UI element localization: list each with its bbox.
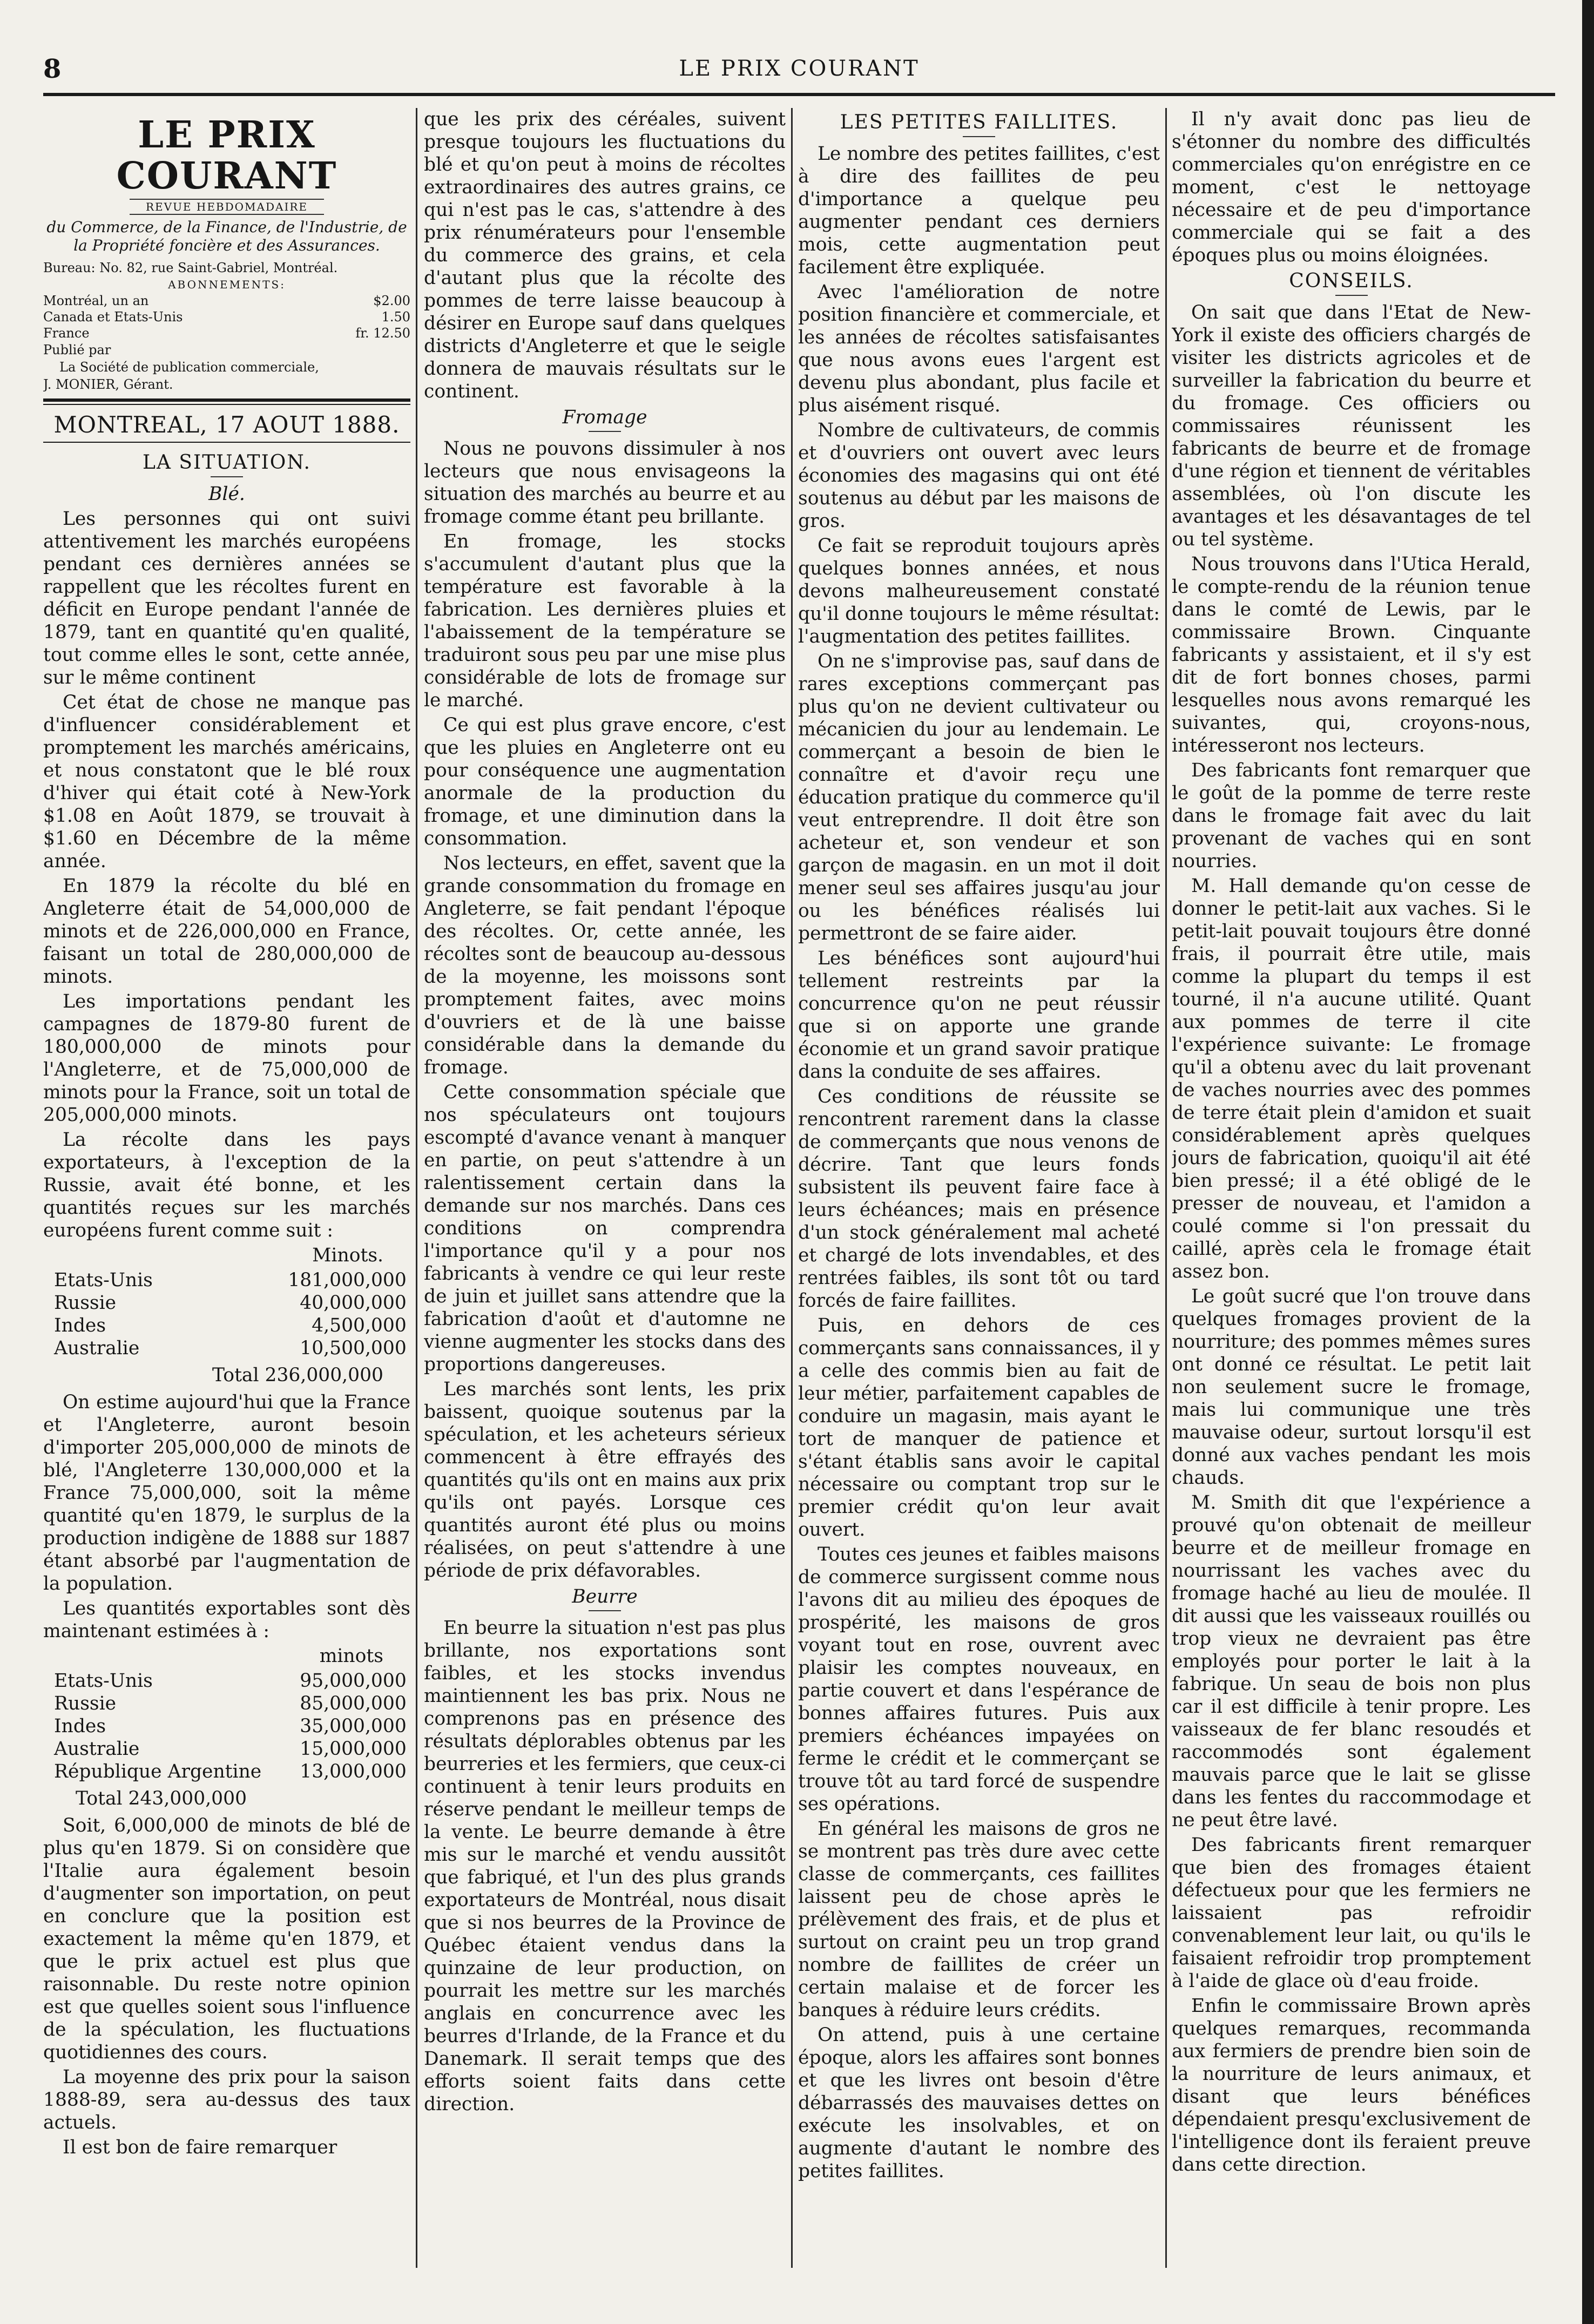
page-number: 8 [43,54,62,84]
running-head [32,54,1566,86]
divider [589,431,621,432]
paragraph: On estime aujourd'hui que la France et l'Angleterre, auront besoin d'importer 205,000,000 de minots de blé, l'Angleterre 130,000,000 et la France 75,000,000, soit la même quantité qu'en 1879, le surplus de la production indigène de 1888 sur 1887 étant absorbé par l'augmentation de la population. [43,1391,410,1595]
table-row [54,1337,407,1360]
masthead-title: LE PRIX COURANT [116,113,337,198]
subscriptions-heading: ABONNEMENTS: [168,278,286,291]
subscription-row [43,293,410,309]
paragraph: Les importations pendant les campagnes de 1879-80 furent de 180,000,000 de minots pour l'Angleterre, et de 75,000,000 de minots pour la France, soit un total de 205,000,000 minots. [43,991,410,1126]
table-country: République Argentine [54,1761,262,1782]
subsection-title: Beurre [572,1586,638,1607]
section-title: LES PETITES FAILLITES. [840,111,1118,133]
paragraph: Soit, 6,000,000 de minots de blé de plus qu'en 1879. Si on considère que l'Italie aura également besoin d'augmenter son importation, on peut en conclure que la position est exactement la même qu'en 1879, et que le prix actuel est plus que raisonnable. Du reste notre opinion est que quelles soient sous l'influence de la spéculation, les fluctuations quotidiennes des cours. [43,1815,410,2063]
paragraph: Cet état de chose ne manque pas d'influencer considérablement et promptement les marchés américains, et nous constatont que le blé roux d'hiver qui était coté à New-York $1.08 en Août 1879, se trouvait à $1.60 en Décembre de la même année. [43,692,410,872]
table-value: 40,000,000 [300,1292,407,1314]
subscription-row [43,309,410,325]
paragraph: M. Hall demande qu'on cesse de donner le petit-lait aux vaches. Si le petit-lait pouvait toujours être donné frais, il pourrait être utile, mais comme la plupart du temps il est tourné, il n'a aucune utilité. Quant aux pommes de terre il cite l'expérience suivante: Le fromage qu'il a obtenu avec du lait provenant de vaches nourries avec des pommes de terre était plein d'amidon et suait considérablement après quelques jours de fabrication, quoiqu'il ait été bien pressé; il a été obligé de le presser de nouveau, et l'amidon a coulé comme si l'on pressait du caillé, après cela le fromage était assez bon. [1172,875,1531,1282]
paragraph: Nombre de cultivateurs, de commis et d'ouvriers ont ouvert avec leurs économies des magasins qui ont été soutenus au début par les maisons de gros. [798,420,1160,532]
paragraph: Ces conditions de réussite se rencontrent rarement dans la classe de commerçants que nous venons de décrire. Tant que leurs fonds subsistent ils peuvent faire face à leurs échéances; mais en présence d'un stock généralement mal acheté et chargé de lots invendables, et des rentrées faibles, ils sont tôt ou tard forcés de faire faillites. [798,1086,1160,1312]
subscription-price: fr. 12.50 [355,326,410,341]
table-country: Etats-Unis [54,1269,153,1291]
table-row [54,1670,407,1692]
subscription-label: Montréal, un an [43,293,149,308]
paragraph: Nos lecteurs, en effet, savent que la grande consommation du fromage en Angleterre, se fait pendant l'époque des récoltes. Or, cette année, les récoltes sont de beaucoup au-dessous de la moyenne, les moissons sont promptement faites, avec moins d'ouvriers et de là une baisse considérable dans la demande du fromage. [424,853,786,1078]
table-country: Russie [54,1292,117,1314]
stats-table [54,1269,407,1360]
paragraph: Il n'y avait donc pas lieu de s'étonner du nombre des difficultés commerciales qu'on enrégistre en ce moment, c'est le nettoyage nécessaire et de peu d'importance commerciale qui se fait a des époques plus ou moins éloignées. [1172,109,1531,266]
masthead-rule-thin [43,404,410,405]
table-value: 10,500,000 [300,1337,407,1359]
column-rule [791,108,793,2268]
table-value: 4,500,000 [312,1315,407,1336]
table-value: 181,000,000 [288,1269,407,1291]
paragraph: Ce fait se reproduit toujours après quelques bonnes années, et nous devons malheureusement constaté qu'il donne toujours le même résultat: l'augmentation des petites faillites. [798,535,1160,647]
paragraph: Nous trouvons dans l'Utica Herald, le compte-rendu de la réunion tenue dans le comté de Lewis, par le commissaire Brown. Cinquante fabricants y assistaient, et il s'y est dit de fort bonnes choses, parmi lesquelles nous avons remarqué les suivantes, qui, croyons-nous, intéresseront nos lecteurs. [1172,553,1531,756]
table-row [54,1715,407,1738]
paragraph: Des fabricants firent remarquer que bien des fromages étaient défectueux pour que les fermiers ne laissaient pas refroidir convenablement leur lait, ou qu'ils le faisaient refroidir trop promptement à l'aide de glace où d'eau froide. [1172,1834,1531,1992]
stats-table [54,1670,407,1783]
divider [589,1610,621,1611]
subsection-title: Fromage [562,407,647,428]
subsection-title: Blé. [208,483,245,505]
subscription-label: Canada et Etats-Unis [43,309,183,325]
paragraph: On attend, puis à une certaine époque, alors les affaires sont bonnes et que les livres ont besoin d'être débarrassés des mauvaises dettes on exécute les insolvables, et on augmente d'autant le nombre des petites faillites. [798,2024,1160,2182]
table-country: Indes [54,1715,106,1737]
table-unit: minots [319,1645,383,1667]
dateline: MONTREAL, 17 AOUT 1888. [53,411,400,438]
paragraph: Il est bon de faire remarquer [63,2137,337,2158]
table-value: 35,000,000 [300,1715,407,1737]
table-unit: Minots. [312,1245,383,1266]
table-value: 15,000,000 [300,1738,407,1760]
published-by: Publié par [43,342,111,357]
paragraph: Les personnes qui ont suivi attentivement les marchés européens pendant ces dernières années se rappellent que les récoltes furent en déficit en Europe pendant l'année de 1879, tant en quantité qu'en qualité, tout comme elles le sont, cette année, sur le même continent [43,508,410,688]
paragraph: La moyenne des prix pour la saison 1888-89, sera au-dessus des taux actuels. [43,2066,410,2133]
column-rule [1165,108,1167,2268]
subscription-label: France [43,326,90,341]
paragraph: que les prix des céréales, suivent presque toujours les fluctuations du blé et qu'on peut à moins de récoltes extraordinaires des autres grains, ce qui n'est pas le cas, s'attendre à des prix rénumérateurs pour l'ensemble du commerce des grains, et cela d'autant plus que la récolte des pommes de terre laisse beaucoup à désirer en Europe sauf dans quelques districts d'Angleterre et que le seigle donnera de mauvais résultats sur le continent. [424,109,786,402]
table-total: Total 236,000,000 [212,1364,383,1386]
paragraph: Des fabricants font remarquer que le goût de la pomme de terre reste dans le fromage fait avec du lait provenant de vaches qui en sont nourries. [1172,760,1531,872]
paragraph: Nous ne pouvons dissimuler à nos lecteurs que nous envisageons la situation des marchés au beurre et au fromage comme étant peu brillante. [424,438,786,528]
table-row [54,1292,407,1314]
paragraph: Puis, en dehors de ces commerçants sans connaissances, il y a celle des commis bien au fait de leur métier, parfaitement capables de conduire un magasin, mais ayant le tort de manquer de patience et s'étant établis sans avoir le capital nécessaire ou comptant trop sur le premier crédit qu'on leur avait ouvert. [798,1315,1160,1541]
paragraph: Toutes ces jeunes et faibles maisons de commerce surgissent comme nous l'avons dit au milieu des époques de prospérité, les maisons de gros voyant tout en rose, ouvrent avec plaisir les comptes nouveaux, en partie couvert et dans l'espérance de bonnes affaires futures. Puis aux premiers échéances impayées on ferme le crédit et le commerçant se trouve tôt au tard forcé de suspendre ses opérations. [798,1544,1160,1815]
manager: J. MONIER, Gérant. [43,377,173,392]
scan-edge [1582,0,1594,2324]
running-title: LE PRIX COURANT [679,56,920,81]
paragraph: On ne s'improvise pas, sauf dans de rares exceptions commerçant pas plus qu'on ne devient cultivateur ou mécanicien du jour au lendemain. Le commerçant a besoin de bien le connaître et d'avoir reçu une éducation pratique du commerce qu'il veut entreprendre. Il doit être son acheteur et, son vendeur et son garçon de magasin. en un mot il doit mener seul ses affaires jusqu'au jour ou les bénéfices réalisés lui permettront de se faire aider. [798,651,1160,944]
table-country: Russie [54,1693,117,1714]
table-value: 13,000,000 [300,1761,407,1782]
subscription-price: $2.00 [373,293,410,308]
paragraph: En fromage, les stocks s'accumulent d'autant plus que la température est favorable à la fabrication. Les dernières pluies et l'abaissement de la température se traduiront sous peu par une mise plus considérable de lots de fromage sur le marché. [424,531,786,711]
masthead-description: du Commerce, de la Finance, de l'Industrie, de la Propriété foncière et des Assurances. [46,218,407,254]
table-value: 85,000,000 [300,1693,407,1714]
paragraph: Avec l'amélioration de notre position financière et commerciale, et les années de récoltes satisfaisantes que nous avons eues l'argent est devenu plus abondant, plus facile et plus aisément risqué. [798,281,1160,416]
paragraph: Le goût sucré que l'on trouve dans quelques fromages provient de la nourriture; des pommes mêmes sures ont donné ce résultat. Le petit lait non seulement sucre le fromage, mais lui communique une très mauvaise odeur, surtout lorsqu'il est donné aux vaches pendant les mois chauds. [1172,1286,1531,1489]
paragraph: En beurre la situation n'est pas plus brillante, nos exportations sont faibles, et les stocks invendus maintiennent les bas prix. Nous ne comprenons pas en présence des résultats déplorables obtenus par les beurreries et les fermiers, que ceux-ci continuent à tenir leurs produits en réserve pendant le meilleur temps de la vente. Le beurre demande à être mis sur le marché et vendu aussitôt que fabriqué, et l'un des plus grands exportateurs de Montréal, nous disait que si nos beurres de la Province de Québec étaient vendus dans la quinzaine de leur production, on pourrait les mettre sur les marchés anglais en concurrence avec les beurres d'Irlande, de la France et du Danemark. Il serait temps que des efforts soient faits dans cette direction. [424,1617,786,2115]
dateline-rule [43,442,410,443]
masthead-bureau: Bureau: No. 82, rue Saint-Gabriel, Montréal. [43,260,338,275]
paragraph: Les marchés sont lents, les prix baissent, quoique soutenus par la spéculation, et les acheteurs sérieux commencent à être effrayés des quantités qu'ils ont en mains aux prix qu'ils ont payés. Lorsque ces quantités auront été plus ou moins réalisées, on peut s'attendre à une période de prix défavorables. [424,1379,786,1582]
divider [211,476,243,477]
paragraph: En général les maisons de gros ne se montrent pas très dure avec cette classe de commerçants, ces faillites laissent peu de chose après le prélèvement des frais, et de plus et surtout on craint peu un trop grand nombre de faillites de créer un certain malaise et de forcer les banques à réduire leurs crédits. [798,1818,1160,2021]
masthead-subtitle: REVUE HEBDOMADAIRE [130,199,324,215]
paragraph: Enfin le commissaire Brown après quelques remarques, recommanda aux fermiers de prendre bien soin de la nourriture de leurs animaux, et disant que leurs bénéfices dépendaient presqu'exclusivement de l'intelligence dont ils feraient preuve dans cette direction. [1172,1995,1531,2176]
table-row [54,1738,407,1760]
paragraph: On sait que dans l'Etat de New-York il existe des officiers chargés de visiter les districts agricoles et de surveiller la fabrication du beurre et du fromage. Ces officiers ou commissaires réunissent les fabricants de beurre et de fromage d'une région et tiennent de véritables assemblées, où l'on discute les avantages et les désavantages de tel ou tel système. [1172,302,1531,550]
paragraph: Les bénéfices sont aujourd'hui tellement restreints par la concurrence qu'on ne peut réussir que si on apporte une grande économie et un grand savoir pratique dans la conduite de ses affaires. [798,948,1160,1083]
section-title: LA SITUATION. [143,451,311,474]
table-row [54,1760,407,1783]
table-value: 95,000,000 [300,1670,407,1692]
paragraph: M. Smith dit que l'expérience a prouvé qu'on obtenait de meilleur beurre et de meilleur fromage en nourrissant les vaches avec du fromage haché au lieu de moulée. Il dit aussi que les vaisseaux rouillés ou trop vieux ne devraient pas être employés pour porter le lait à la fabrique. Un seau de bois non plus car il est difficile à tenir propre. Les vaisseaux de fer blanc resoudés et raccommodés sont également mauvais parce que le lait se glisse dans les fentes du raccommodage et ne peut être lavé. [1172,1492,1531,1831]
table-row [54,1269,407,1292]
subscription-price: 1.50 [381,309,410,325]
table-row [54,1314,407,1337]
paragraph: Ce qui est plus grave encore, c'est que les pluies en Angleterre ont eu pour conséquence une augmentation anormale de la production du fromage, et une diminution dans la consommation. [424,714,786,849]
column-3 [798,108,1160,2268]
column-rule [416,108,417,2268]
table-total: Total 243,000,000 [76,1788,247,1809]
table-country: Etats-Unis [54,1670,153,1692]
paragraph: La récolte dans les pays exportateurs, à l'exception de la Russie, avait été bonne, et les quantités reçues sur les marchés européens furent comme suit : [43,1129,410,1241]
subscription-row [43,325,410,341]
paragraph: Les quantités exportables sont dès maintenant estimées à : [43,1598,410,1642]
divider [963,136,995,137]
table-country: Australie [54,1337,140,1359]
header-rule [43,93,1555,96]
masthead-rule [43,398,410,402]
column-2 [424,108,786,2268]
divider [1335,295,1368,296]
column-1 [43,108,410,2268]
table-country: Australie [54,1738,140,1760]
column-4 [1172,108,1531,2268]
paragraph: Cette consommation spéciale que nos spéculateurs ont toujours escompté d'avance venant à manquer en partie, on peut s'attendre à un ralentissement certain dans la demande sur nos marchés. Dans ces conditions on comprendra l'importance qu'il y a pour nos fabricants à vendre ce qui leur reste de juin et juillet sans attendre que la fabrication d'août et d'automne ne vienne augmenter les stocks dans des proportions dangereuses. [424,1082,786,1375]
section-title: CONSEILS. [1289,270,1414,292]
paragraph: Le nombre des petites faillites, c'est à dire des faillites de peu d'importance a quelque peu augmenter pendant ces derniers mois, cette augmentation peut facilement être expliquée. [798,143,1160,278]
table-country: Indes [54,1315,106,1336]
paragraph: En 1879 la récolte du blé en Angleterre était de 54,000,000 de minots et de 226,000,000 en France, faisant un total de 280,000,000 de minots. [43,875,410,988]
table-row [54,1692,407,1715]
publisher: La Société de publication commerciale, [59,360,319,375]
